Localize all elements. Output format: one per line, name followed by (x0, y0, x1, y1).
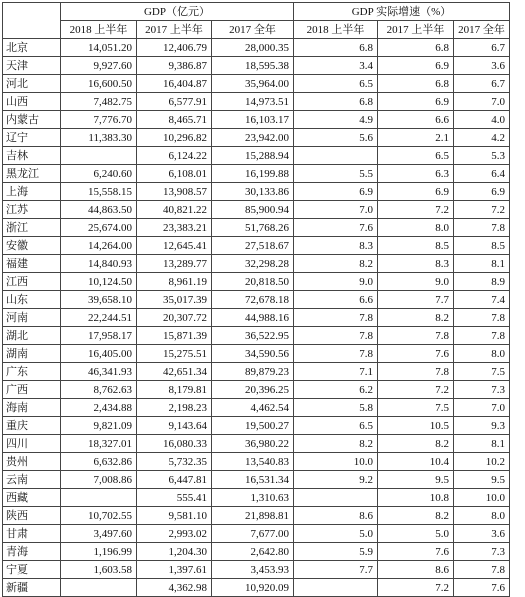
region-cell: 西藏 (3, 489, 61, 507)
growth-2017h1-cell: 7.2 (378, 579, 454, 597)
growth-2018h1-cell: 6.2 (294, 381, 378, 399)
gdp-2018h1-cell: 1,603.58 (61, 561, 137, 579)
gdp-2018h1-cell: 6,632.86 (61, 453, 137, 471)
growth-2018h1-cell: 7.7 (294, 561, 378, 579)
growth-2017h1-cell: 6.5 (378, 147, 454, 165)
growth-2018h1-cell: 7.1 (294, 363, 378, 381)
growth-2017h1-cell: 6.9 (378, 183, 454, 201)
gdp-2017-cell: 44,988.16 (212, 309, 294, 327)
header-col-gdp-2017: 2017 全年 (212, 21, 294, 39)
growth-2018h1-cell: 5.8 (294, 399, 378, 417)
growth-2018h1-cell: 5.0 (294, 525, 378, 543)
gdp-2017h1-cell: 1,397.61 (137, 561, 212, 579)
gdp-2017h1-cell: 6,577.91 (137, 93, 212, 111)
gdp-2017-cell: 18,595.38 (212, 57, 294, 75)
table-row (3, 93, 510, 111)
region-cell: 山东 (3, 291, 61, 309)
region-cell: 云南 (3, 471, 61, 489)
growth-2017-cell: 3.6 (454, 525, 510, 543)
gdp-2017h1-cell: 6,124.22 (137, 147, 212, 165)
growth-2017h1-cell: 6.9 (378, 93, 454, 111)
growth-2017-cell: 6.9 (454, 183, 510, 201)
growth-2017-cell: 10.2 (454, 453, 510, 471)
table-row (3, 489, 510, 507)
gdp-2017-cell: 7,677.00 (212, 525, 294, 543)
table-row (3, 579, 510, 597)
table-row (3, 363, 510, 381)
region-cell: 江苏 (3, 201, 61, 219)
gdp-2017h1-cell: 16,080.33 (137, 435, 212, 453)
header-col-growth-2017h1: 2017 上半年 (378, 21, 454, 39)
region-cell: 海南 (3, 399, 61, 417)
gdp-2018h1-cell (61, 489, 137, 507)
gdp-2017-cell: 2,642.80 (212, 543, 294, 561)
table-row (3, 201, 510, 219)
growth-2017h1-cell: 5.0 (378, 525, 454, 543)
growth-2018h1-cell: 4.9 (294, 111, 378, 129)
gdp-2017-cell: 36,522.95 (212, 327, 294, 345)
gdp-2017-cell: 85,900.94 (212, 201, 294, 219)
region-cell: 宁夏 (3, 561, 61, 579)
gdp-2018h1-cell: 15,558.15 (61, 183, 137, 201)
region-cell: 四川 (3, 435, 61, 453)
region-cell: 辽宁 (3, 129, 61, 147)
growth-2018h1-cell: 8.6 (294, 507, 378, 525)
gdp-2017-cell: 21,898.81 (212, 507, 294, 525)
gdp-2017-cell: 16,199.88 (212, 165, 294, 183)
growth-2017h1-cell: 10.5 (378, 417, 454, 435)
growth-2017-cell: 7.8 (454, 561, 510, 579)
gdp-2017h1-cell: 9,386.87 (137, 57, 212, 75)
gdp-2017-cell: 15,288.94 (212, 147, 294, 165)
growth-2017h1-cell: 7.7 (378, 291, 454, 309)
growth-2018h1-cell: 5.5 (294, 165, 378, 183)
growth-2017h1-cell: 10.8 (378, 489, 454, 507)
growth-2017-cell: 8.0 (454, 345, 510, 363)
gdp-2017-cell: 13,540.83 (212, 453, 294, 471)
gdp-2017-cell: 34,590.56 (212, 345, 294, 363)
growth-2017h1-cell: 7.6 (378, 543, 454, 561)
table-row (3, 417, 510, 435)
gdp-2017h1-cell: 1,204.30 (137, 543, 212, 561)
growth-2018h1-cell: 10.0 (294, 453, 378, 471)
header-col-growth-2017: 2017 全年 (454, 21, 510, 39)
region-cell: 福建 (3, 255, 61, 273)
growth-2017-cell: 9.5 (454, 471, 510, 489)
growth-2017-cell: 5.3 (454, 147, 510, 165)
table-row (3, 165, 510, 183)
growth-2018h1-cell (294, 147, 378, 165)
gdp-2017-cell: 36,980.22 (212, 435, 294, 453)
gdp-2018h1-cell: 44,863.50 (61, 201, 137, 219)
header-col-gdp-2018h1: 2018 上半年 (61, 21, 137, 39)
growth-2017-cell: 7.8 (454, 327, 510, 345)
region-cell: 河北 (3, 75, 61, 93)
growth-2017-cell: 8.1 (454, 255, 510, 273)
gdp-2018h1-cell: 39,658.10 (61, 291, 137, 309)
gdp-2018h1-cell: 2,434.88 (61, 399, 137, 417)
gdp-2017-cell: 1,310.63 (212, 489, 294, 507)
gdp-2017h1-cell: 4,362.98 (137, 579, 212, 597)
region-cell: 广东 (3, 363, 61, 381)
growth-2017h1-cell: 8.5 (378, 237, 454, 255)
header-col-gdp-2017h1: 2017 上半年 (137, 21, 212, 39)
gdp-2017-cell: 32,298.28 (212, 255, 294, 273)
header-growth-group: GDP 实际增速（%） (294, 3, 510, 21)
growth-2018h1-cell: 6.8 (294, 39, 378, 57)
growth-2017h1-cell: 7.8 (378, 327, 454, 345)
gdp-2018h1-cell: 9,821.09 (61, 417, 137, 435)
region-cell: 浙江 (3, 219, 61, 237)
gdp-2018h1-cell: 22,244.51 (61, 309, 137, 327)
gdp-2017h1-cell: 12,645.41 (137, 237, 212, 255)
gdp-2018h1-cell: 14,264.00 (61, 237, 137, 255)
growth-2017-cell: 8.9 (454, 273, 510, 291)
table-row (3, 381, 510, 399)
table-row (3, 309, 510, 327)
table-row (3, 183, 510, 201)
region-cell: 新疆 (3, 579, 61, 597)
gdp-2018h1-cell: 1,196.99 (61, 543, 137, 561)
gdp-2017h1-cell: 8,179.81 (137, 381, 212, 399)
gdp-2018h1-cell (61, 147, 137, 165)
gdp-2018h1-cell: 9,927.60 (61, 57, 137, 75)
gdp-2017-cell: 72,678.18 (212, 291, 294, 309)
gdp-2017-cell: 19,500.27 (212, 417, 294, 435)
growth-2017-cell: 6.7 (454, 39, 510, 57)
growth-2017-cell: 10.0 (454, 489, 510, 507)
gdp-2018h1-cell: 18,327.01 (61, 435, 137, 453)
gdp-2017h1-cell: 5,732.35 (137, 453, 212, 471)
gdp-2017-cell: 20,818.50 (212, 273, 294, 291)
growth-2018h1-cell: 6.5 (294, 75, 378, 93)
growth-2018h1-cell: 6.8 (294, 93, 378, 111)
growth-2017h1-cell: 8.0 (378, 219, 454, 237)
region-cell: 吉林 (3, 147, 61, 165)
growth-2018h1-cell: 3.4 (294, 57, 378, 75)
table-row (3, 291, 510, 309)
growth-2018h1-cell: 7.8 (294, 345, 378, 363)
region-cell: 黑龙江 (3, 165, 61, 183)
gdp-2017-cell: 28,000.35 (212, 39, 294, 57)
table-row (3, 147, 510, 165)
growth-2018h1-cell (294, 579, 378, 597)
table-row (3, 525, 510, 543)
growth-2018h1-cell: 9.2 (294, 471, 378, 489)
growth-2017-cell: 9.3 (454, 417, 510, 435)
gdp-2017-cell: 89,879.23 (212, 363, 294, 381)
table-row (3, 327, 510, 345)
gdp-2017-cell: 23,942.00 (212, 129, 294, 147)
table-row (3, 75, 510, 93)
region-cell: 上海 (3, 183, 61, 201)
growth-2017-cell: 4.2 (454, 129, 510, 147)
growth-2017h1-cell: 9.5 (378, 471, 454, 489)
growth-2017h1-cell: 8.2 (378, 507, 454, 525)
growth-2017-cell: 7.5 (454, 363, 510, 381)
gdp-2017-cell: 27,518.67 (212, 237, 294, 255)
gdp-2017h1-cell: 20,307.72 (137, 309, 212, 327)
gdp-2017h1-cell: 16,404.87 (137, 75, 212, 93)
table-row (3, 399, 510, 417)
growth-2018h1-cell: 8.2 (294, 435, 378, 453)
gdp-table (2, 2, 510, 597)
growth-2017h1-cell: 6.6 (378, 111, 454, 129)
growth-2018h1-cell: 7.6 (294, 219, 378, 237)
gdp-2017-cell: 3,453.93 (212, 561, 294, 579)
growth-2018h1-cell: 9.0 (294, 273, 378, 291)
region-cell: 山西 (3, 93, 61, 111)
growth-2017h1-cell: 2.1 (378, 129, 454, 147)
table-row (3, 345, 510, 363)
gdp-2017-cell: 51,768.26 (212, 219, 294, 237)
growth-2017h1-cell: 6.8 (378, 39, 454, 57)
growth-2017-cell: 7.0 (454, 93, 510, 111)
table-row (3, 507, 510, 525)
growth-2017h1-cell: 6.9 (378, 57, 454, 75)
gdp-2018h1-cell: 7,776.70 (61, 111, 137, 129)
table-row (3, 255, 510, 273)
growth-2017-cell: 3.6 (454, 57, 510, 75)
gdp-2018h1-cell: 7,008.86 (61, 471, 137, 489)
region-cell: 甘肃 (3, 525, 61, 543)
region-cell: 湖北 (3, 327, 61, 345)
growth-2017h1-cell: 8.6 (378, 561, 454, 579)
growth-2017h1-cell: 6.3 (378, 165, 454, 183)
growth-2018h1-cell: 8.2 (294, 255, 378, 273)
gdp-2017-cell: 14,973.51 (212, 93, 294, 111)
table-row (3, 543, 510, 561)
gdp-2017h1-cell: 35,017.39 (137, 291, 212, 309)
table-body (3, 39, 510, 597)
growth-2017-cell: 7.8 (454, 219, 510, 237)
gdp-2017h1-cell: 9,581.10 (137, 507, 212, 525)
region-cell: 内蒙古 (3, 111, 61, 129)
growth-2017-cell: 6.7 (454, 75, 510, 93)
growth-2018h1-cell (294, 489, 378, 507)
gdp-2017h1-cell: 15,871.39 (137, 327, 212, 345)
gdp-2018h1-cell (61, 579, 137, 597)
growth-2017-cell: 8.0 (454, 507, 510, 525)
growth-2017h1-cell: 9.0 (378, 273, 454, 291)
table-row (3, 39, 510, 57)
gdp-2018h1-cell: 46,341.93 (61, 363, 137, 381)
gdp-2017-cell: 20,396.25 (212, 381, 294, 399)
region-cell: 湖南 (3, 345, 61, 363)
gdp-2018h1-cell: 14,051.20 (61, 39, 137, 57)
growth-2017-cell: 7.3 (454, 381, 510, 399)
gdp-2018h1-cell: 25,674.00 (61, 219, 137, 237)
region-cell: 贵州 (3, 453, 61, 471)
gdp-2017-cell: 16,531.34 (212, 471, 294, 489)
table-row (3, 471, 510, 489)
growth-2018h1-cell: 8.3 (294, 237, 378, 255)
gdp-2017-cell: 16,103.17 (212, 111, 294, 129)
growth-2018h1-cell: 6.9 (294, 183, 378, 201)
growth-2017h1-cell: 7.5 (378, 399, 454, 417)
gdp-2017h1-cell: 12,406.79 (137, 39, 212, 57)
header-gdp-group: GDP（亿元） (61, 3, 294, 21)
gdp-2017h1-cell: 6,447.81 (137, 471, 212, 489)
table-row (3, 111, 510, 129)
gdp-2017h1-cell: 8,961.19 (137, 273, 212, 291)
gdp-2018h1-cell: 6,240.60 (61, 165, 137, 183)
gdp-2018h1-cell: 10,702.55 (61, 507, 137, 525)
gdp-2017h1-cell: 13,289.77 (137, 255, 212, 273)
gdp-2017-cell: 35,964.00 (212, 75, 294, 93)
growth-2017-cell: 8.1 (454, 435, 510, 453)
growth-2018h1-cell: 7.8 (294, 327, 378, 345)
gdp-2017h1-cell: 40,821.22 (137, 201, 212, 219)
gdp-2018h1-cell: 7,482.75 (61, 93, 137, 111)
gdp-2018h1-cell: 3,497.60 (61, 525, 137, 543)
region-cell: 天津 (3, 57, 61, 75)
gdp-2018h1-cell: 16,405.00 (61, 345, 137, 363)
gdp-2017h1-cell: 13,908.57 (137, 183, 212, 201)
table-row (3, 453, 510, 471)
growth-2017-cell: 7.6 (454, 579, 510, 597)
growth-2017h1-cell: 7.2 (378, 381, 454, 399)
gdp-2017h1-cell: 15,275.51 (137, 345, 212, 363)
header-row-group (3, 3, 510, 21)
region-cell: 河南 (3, 309, 61, 327)
region-cell: 安徽 (3, 237, 61, 255)
gdp-2018h1-cell: 10,124.50 (61, 273, 137, 291)
gdp-2018h1-cell: 8,762.63 (61, 381, 137, 399)
growth-2017h1-cell: 8.2 (378, 309, 454, 327)
region-cell: 陕西 (3, 507, 61, 525)
table-row (3, 57, 510, 75)
growth-2017h1-cell: 7.6 (378, 345, 454, 363)
table-row (3, 129, 510, 147)
table-row (3, 237, 510, 255)
header-row-columns (3, 21, 510, 39)
growth-2017-cell: 4.0 (454, 111, 510, 129)
gdp-2017-cell: 4,462.54 (212, 399, 294, 417)
gdp-2017h1-cell: 9,143.64 (137, 417, 212, 435)
growth-2018h1-cell: 7.0 (294, 201, 378, 219)
header-col-growth-2018h1: 2018 上半年 (294, 21, 378, 39)
gdp-2017-cell: 10,920.09 (212, 579, 294, 597)
table-row (3, 219, 510, 237)
growth-2017-cell: 7.4 (454, 291, 510, 309)
growth-2017h1-cell: 8.2 (378, 435, 454, 453)
growth-2017-cell: 8.5 (454, 237, 510, 255)
region-cell: 江西 (3, 273, 61, 291)
gdp-2017h1-cell: 2,993.02 (137, 525, 212, 543)
growth-2017h1-cell: 6.8 (378, 75, 454, 93)
region-cell: 青海 (3, 543, 61, 561)
growth-2017h1-cell: 7.8 (378, 363, 454, 381)
growth-2018h1-cell: 5.9 (294, 543, 378, 561)
gdp-2017h1-cell: 2,198.23 (137, 399, 212, 417)
growth-2017h1-cell: 7.2 (378, 201, 454, 219)
table-row (3, 435, 510, 453)
growth-2018h1-cell: 6.5 (294, 417, 378, 435)
region-cell: 重庆 (3, 417, 61, 435)
gdp-2018h1-cell: 17,958.17 (61, 327, 137, 345)
region-cell: 广西 (3, 381, 61, 399)
table-row (3, 273, 510, 291)
growth-2017-cell: 6.4 (454, 165, 510, 183)
gdp-2017h1-cell: 10,296.82 (137, 129, 212, 147)
gdp-2017h1-cell: 42,651.34 (137, 363, 212, 381)
growth-2017-cell: 7.0 (454, 399, 510, 417)
gdp-table-container (2, 2, 510, 597)
gdp-2017h1-cell: 8,465.71 (137, 111, 212, 129)
growth-2018h1-cell: 7.8 (294, 309, 378, 327)
header-region (3, 3, 61, 39)
growth-2018h1-cell: 5.6 (294, 129, 378, 147)
table-row (3, 561, 510, 579)
gdp-2018h1-cell: 14,840.93 (61, 255, 137, 273)
gdp-2017h1-cell: 555.41 (137, 489, 212, 507)
gdp-2017h1-cell: 6,108.01 (137, 165, 212, 183)
growth-2018h1-cell: 6.6 (294, 291, 378, 309)
growth-2017h1-cell: 8.3 (378, 255, 454, 273)
gdp-2017h1-cell: 23,383.21 (137, 219, 212, 237)
growth-2017h1-cell: 10.4 (378, 453, 454, 471)
gdp-2017-cell: 30,133.86 (212, 183, 294, 201)
region-cell: 北京 (3, 39, 61, 57)
gdp-2018h1-cell: 11,383.30 (61, 129, 137, 147)
growth-2017-cell: 7.2 (454, 201, 510, 219)
growth-2017-cell: 7.8 (454, 309, 510, 327)
gdp-2018h1-cell: 16,600.50 (61, 75, 137, 93)
growth-2017-cell: 7.3 (454, 543, 510, 561)
